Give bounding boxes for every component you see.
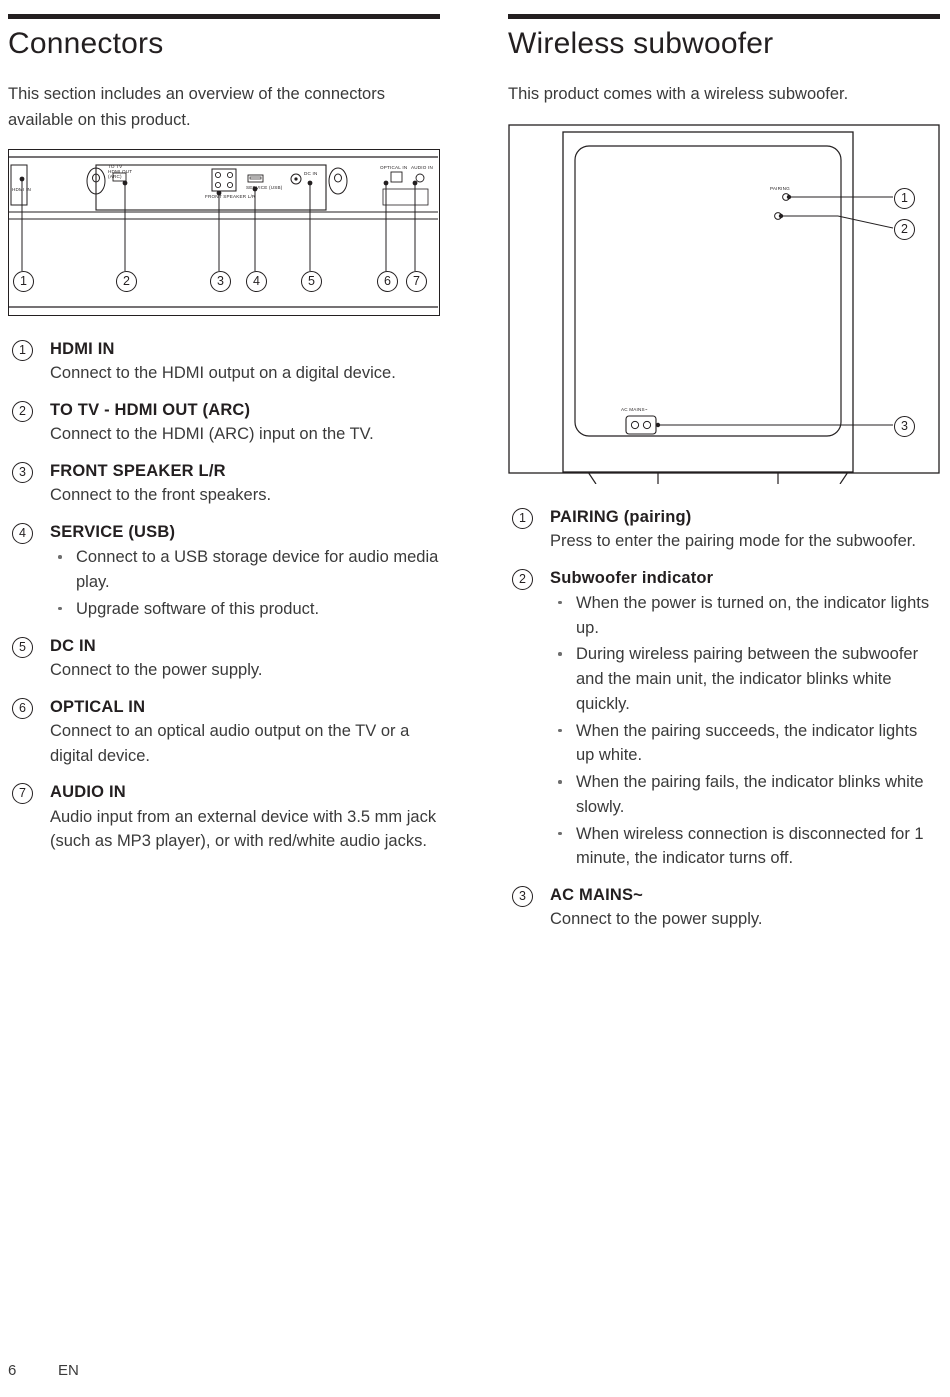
- list-item: [8, 781, 440, 854]
- bullet-item: Connect to a USB storage device for audio media play.: [50, 545, 440, 595]
- item-title: AUDIO IN: [50, 783, 126, 802]
- panel-label-front-speaker: FRONT SPEAKER L/R: [205, 194, 256, 200]
- item-description: Connect to the front speakers.: [50, 486, 272, 505]
- subwoofer-callout-2: 2: [894, 219, 915, 240]
- list-item: [508, 567, 940, 872]
- callout-6: 6: [377, 271, 398, 292]
- item-number: 2: [512, 569, 533, 590]
- subwoofer-figure: [508, 124, 940, 484]
- subwoofer-intro-text: This product comes with a wireless subwoofer.: [508, 85, 849, 103]
- panel-label-dc-in: DC IN: [304, 171, 318, 177]
- item-number: 7: [12, 783, 33, 804]
- item-bullets: [550, 591, 940, 871]
- page-title-connectors: Connectors: [8, 27, 164, 60]
- item-title: TO TV - HDMI OUT (ARC): [50, 401, 251, 420]
- connectors-list: [8, 338, 440, 854]
- list-item: [8, 521, 440, 622]
- item-number: 6: [12, 698, 33, 719]
- connectors-figure: [8, 149, 440, 316]
- page-language: EN: [58, 1362, 79, 1379]
- item-number: 3: [512, 886, 533, 907]
- list-item: [8, 399, 440, 447]
- item-number: 5: [12, 637, 33, 658]
- subwoofer-list: [508, 506, 940, 933]
- item-number: 3: [12, 462, 33, 483]
- connectors-intro-text: This section includes an overview of the connectors available on this product.: [8, 85, 385, 129]
- list-item: [8, 696, 440, 769]
- item-description: Connect to the HDMI output on a digital device.: [50, 364, 396, 383]
- bullet-item: When the pairing fails, the indicator blinks white slowly.: [550, 770, 940, 820]
- subwoofer-callout-3: 3: [894, 416, 915, 437]
- item-title: SERVICE (USB): [50, 523, 176, 542]
- item-description: Connect to the power supply.: [550, 910, 763, 929]
- item-description: Press to enter the pairing mode for the subwoofer.: [550, 531, 916, 550]
- list-item: [8, 635, 440, 683]
- item-title: OPTICAL IN: [50, 697, 146, 716]
- left-column: [8, 14, 440, 867]
- item-number: 4: [12, 523, 33, 544]
- item-description: Connect to the HDMI (ARC) input on the TV.: [50, 425, 374, 444]
- list-item: [508, 884, 940, 932]
- right-column: [508, 14, 940, 945]
- bullet-item: When wireless connection is disconnected for 1 minute, the indicator turns off.: [550, 822, 940, 872]
- subwoofer-callout-1: 1: [894, 188, 915, 209]
- list-item: [8, 338, 440, 386]
- page-title-subwoofer: Wireless subwoofer: [508, 27, 774, 60]
- callout-2: 2: [116, 271, 137, 292]
- item-title: FRONT SPEAKER L/R: [50, 462, 226, 481]
- bullet-item: When the pairing succeeds, the indicator lights up white.: [550, 719, 940, 769]
- panel-label-optical-in: OPTICAL IN: [380, 165, 408, 171]
- page-number: 6: [8, 1362, 17, 1379]
- item-title: AC MAINS~: [550, 886, 644, 905]
- bullet-item: During wireless pairing between the subwoofer and the main unit, the indicator blinks white quickly.: [550, 642, 940, 716]
- page-footer: [8, 1362, 79, 1379]
- item-number: 2: [12, 401, 33, 422]
- item-bullets: [50, 545, 440, 621]
- item-description: Connect to an optical audio output on the TV or a digital device.: [50, 721, 410, 765]
- callout-1: 1: [13, 271, 34, 292]
- section-rule-right: [508, 14, 940, 19]
- panel-label-audio-in: AUDIO IN: [411, 165, 434, 171]
- item-title: Subwoofer indicator: [550, 568, 714, 587]
- callout-7: 7: [406, 271, 427, 292]
- subwoofer-label-ac-mains: AC MAINS~: [621, 406, 648, 412]
- item-description: Audio input from an external device with 3.5 mm jack (such as MP3 player), or with red/white audio jacks.: [50, 807, 437, 851]
- callout-5: 5: [301, 271, 322, 292]
- item-title: HDMI IN: [50, 340, 115, 359]
- item-number: 1: [12, 340, 33, 361]
- panel-label-hdmi-out: TO TV HDMI OUT (ARC): [108, 164, 133, 179]
- panel-label-hdmi-in: HDMI IN: [12, 187, 32, 193]
- panel-label-service-usb: SERVICE (USB): [246, 185, 283, 191]
- item-title: PAIRING (pairing): [550, 507, 692, 526]
- list-item: [508, 506, 940, 554]
- section-rule-left: [8, 14, 440, 19]
- callout-4: 4: [246, 271, 267, 292]
- subwoofer-drawing: [508, 124, 940, 484]
- list-item: [8, 460, 440, 508]
- item-description: Connect to the power supply.: [50, 660, 263, 679]
- bullet-item: Upgrade software of this product.: [50, 597, 440, 622]
- item-title: DC IN: [50, 636, 96, 655]
- item-number: 1: [512, 508, 533, 529]
- bullet-item: When the power is turned on, the indicator lights up.: [550, 591, 940, 641]
- subwoofer-label-pairing: PAIRING: [770, 185, 790, 191]
- callout-3: 3: [210, 271, 231, 292]
